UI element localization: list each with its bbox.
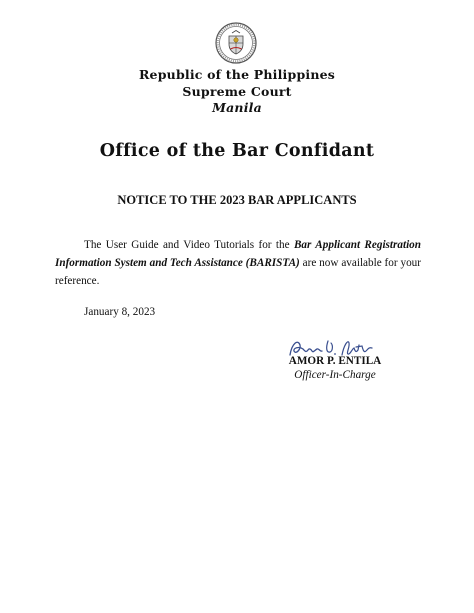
- office-title: Office of the Bar Confidant: [99, 141, 375, 161]
- notice-body-suffix: are now available for your reference.: [55, 257, 421, 287]
- header-republic: Republic of the Philippines: [138, 67, 336, 82]
- notice-title: NOTICE TO THE 2023 BAR APPLICANTS: [117, 193, 357, 207]
- signatory-role: Officer-In-Charge: [294, 369, 376, 381]
- header-supreme-court: Supreme Court: [182, 84, 292, 99]
- header-city: Manila: [212, 100, 262, 115]
- notice-body-system-name: Bar Applicant Registration Information System and Tech Assistance (BARISTA): [55, 239, 421, 269]
- notice-body: [55, 236, 421, 290]
- notice-body-prefix: The User Guide and Video Tutorials for the: [84, 239, 294, 251]
- supreme-court-seal-icon: [215, 22, 257, 64]
- notice-date: January 8, 2023: [84, 306, 156, 318]
- signatory-name: AMOR P. ENTILA: [288, 355, 382, 367]
